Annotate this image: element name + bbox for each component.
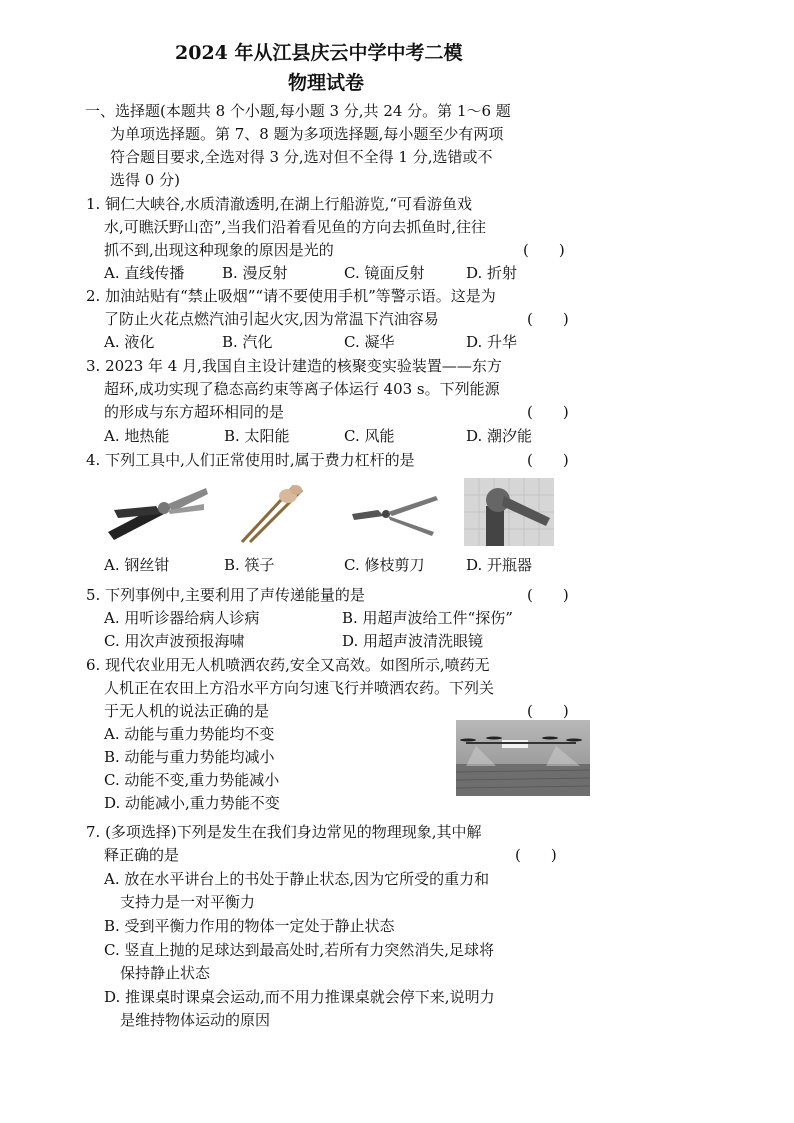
option-c: C. 动能不变,重力势能减小 — [104, 771, 280, 789]
option-c: C. 用次声波预报海啸 — [104, 632, 245, 650]
question-text: 于无人机的说法正确的是 — [104, 702, 270, 720]
option-c: C. 凝华 — [344, 333, 395, 351]
question-text: 2. 加油站贴有“禁止吸烟”“请不要使用手机”等警示语。这是为 — [86, 287, 496, 305]
option-b: B. 筷子 — [224, 556, 275, 574]
option-d-cont: 是维持物体运动的原因 — [120, 1011, 271, 1029]
answer-paren: ( ) — [527, 586, 569, 604]
question-text: 水,可瞧沃野山峦”,当我们沿着看见鱼的方向去抓鱼时,往往 — [104, 218, 486, 236]
option-c: C. 风能 — [344, 427, 395, 445]
option-b: B. 用超声波给工件“探伤” — [342, 609, 513, 627]
option-b: B. 漫反射 — [222, 264, 288, 282]
question-text: 3. 2023 年 4 月,我国自主设计建造的核聚变实验装置——东方 — [86, 357, 502, 375]
section-line: 一、选择题(本题共 8 个小题,每小题 3 分,共 24 分。第 1～6 题 — [85, 102, 511, 120]
option-b: B. 汽化 — [222, 333, 273, 351]
answer-paren: ( ) — [527, 451, 569, 469]
section-line: 选得 0 分) — [110, 171, 180, 189]
option-d: D. 推课桌时课桌会运动,而不用力推课桌就会停下来,说明力 — [104, 988, 495, 1006]
shears-image — [348, 490, 440, 540]
question-text: 超环,成功实现了稳态高约束等离子体运行 403 s。下列能源 — [104, 380, 500, 398]
option-a: A. 地热能 — [104, 427, 170, 445]
chopsticks-image — [232, 478, 312, 544]
drone-photo — [456, 720, 590, 796]
question-text: 了防止火花点燃汽油引起火灾,因为常温下汽油容易 — [104, 310, 439, 328]
exam-subtitle: 物理试卷 — [288, 72, 365, 94]
option-a: A. 直线传播 — [104, 264, 185, 282]
question-text: 1. 铜仁大峡谷,水质清澈透明,在湖上行船游览,“可看游鱼戏 — [86, 195, 473, 213]
option-d: D. 潮汐能 — [466, 427, 533, 445]
answer-paren: ( ) — [515, 846, 557, 864]
option-a: A. 钢丝钳 — [104, 556, 170, 574]
question-text: 抓不到,出现这种现象的原因是光的 — [104, 241, 334, 259]
option-d: D. 动能减小,重力势能不变 — [104, 794, 280, 812]
bottle-opener-image — [464, 478, 554, 546]
answer-paren: ( ) — [523, 241, 565, 259]
option-a: A. 液化 — [104, 333, 155, 351]
option-a: A. 用听诊器给病人诊病 — [104, 609, 260, 627]
question-text: 7. (多项选择)下列是发生在我们身边常见的物理现象,其中解 — [86, 823, 482, 841]
option-c: C. 修枝剪刀 — [344, 556, 425, 574]
option-d: D. 开瓶器 — [466, 556, 533, 574]
section-line: 符合题目要求,全选对得 3 分,选对但不全得 1 分,选错或不 — [110, 148, 493, 166]
option-c-cont: 保持静止状态 — [120, 964, 211, 982]
question-text: 6. 现代农业用无人机喷洒农药,安全又高效。如图所示,喷药无 — [86, 656, 490, 674]
option-b: B. 太阳能 — [224, 427, 290, 445]
question-text: 4. 下列工具中,人们正常使用时,属于费力杠杆的是 — [86, 451, 415, 469]
exam-title: 2024 年从江县庆云中学中考二模 — [175, 42, 463, 64]
option-b: B. 受到平衡力作用的物体一定处于静止状态 — [104, 917, 395, 935]
answer-paren: ( ) — [527, 310, 569, 328]
question-text: 释正确的是 — [104, 846, 180, 864]
option-d: D. 用超声波清洗眼镜 — [342, 632, 484, 650]
option-c: C. 镜面反射 — [344, 264, 425, 282]
option-b: B. 动能与重力势能均减小 — [104, 748, 275, 766]
option-d: D. 升华 — [466, 333, 518, 351]
option-d: D. 折射 — [466, 264, 518, 282]
option-c: C. 竖直上抛的足球达到最高处时,若所有力突然消失,足球将 — [104, 941, 495, 959]
answer-paren: ( ) — [527, 702, 569, 720]
answer-paren: ( ) — [527, 403, 569, 421]
option-a: A. 动能与重力势能均不变 — [104, 725, 275, 743]
option-a: A. 放在水平讲台上的书处于静止状态,因为它所受的重力和 — [104, 870, 490, 888]
section-line: 为单项选择题。第 7、8 题为多项选择题,每小题至少有两项 — [110, 125, 504, 143]
question-text: 人机正在农田上方沿水平方向匀速飞行并喷洒农药。下列关 — [104, 679, 495, 697]
pliers-image — [104, 482, 212, 544]
question-text: 5. 下列事例中,主要利用了声传递能量的是 — [86, 586, 365, 604]
option-a-cont: 支持力是一对平衡力 — [120, 893, 256, 911]
question-text: 的形成与东方超环相同的是 — [104, 403, 285, 421]
